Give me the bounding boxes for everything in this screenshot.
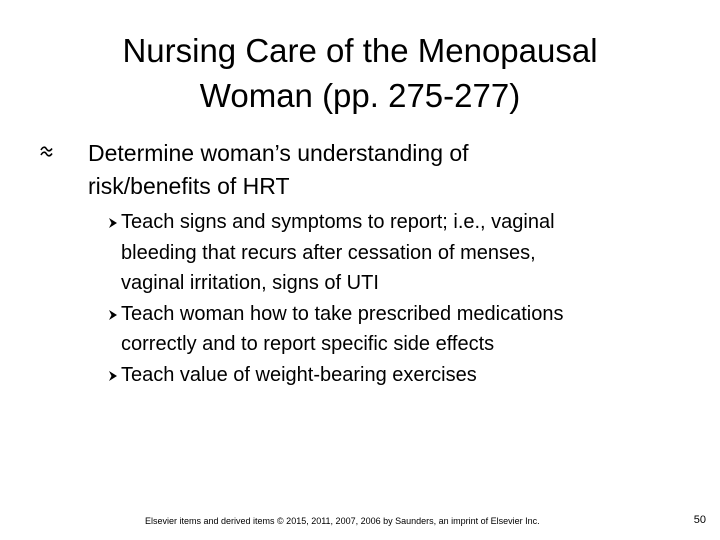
page-number: 50 <box>693 514 706 526</box>
sub-bullet-item <box>109 360 669 391</box>
main-bullet-line: Determine woman’s understanding of <box>88 140 469 166</box>
sub-bullet-line: Teach woman how to take prescribed medications <box>121 302 564 325</box>
sub-bullet-line: vaginal irritation, signs of UTI <box>121 272 379 294</box>
slide-title <box>60 28 660 118</box>
sub-bullet-item <box>109 207 669 299</box>
arrow-bullet-icon <box>109 310 117 320</box>
sub-bullet-line: Teach signs and symptoms to report; i.e., vaginal <box>121 211 555 233</box>
sub-bullet-line: Teach value of weight-bearing exercises <box>121 363 477 386</box>
main-bullet-text <box>88 137 688 203</box>
wingding-bullet-icon <box>40 144 56 160</box>
sub-bullet-list <box>109 207 669 390</box>
sub-bullet-line: bleeding that recurs after cessation of menses, <box>121 241 536 264</box>
slide-title-line-2: Woman (pp. 275-277) <box>199 77 521 114</box>
arrow-bullet-icon <box>109 371 117 381</box>
copyright-footer: Elsevier items and derived items © 2015, 2011, 2007, 2006 by Saunders, an imprint of Elsevier Inc. <box>145 516 540 526</box>
slide-title-line-1: Nursing Care of the Menopausal <box>122 32 598 69</box>
sub-bullet-item <box>109 299 669 360</box>
arrow-bullet-icon <box>109 218 117 228</box>
sub-bullet-line: correctly and to report specific side effects <box>121 333 495 355</box>
main-bullet-line: risk/benefits of HRT <box>88 173 290 199</box>
